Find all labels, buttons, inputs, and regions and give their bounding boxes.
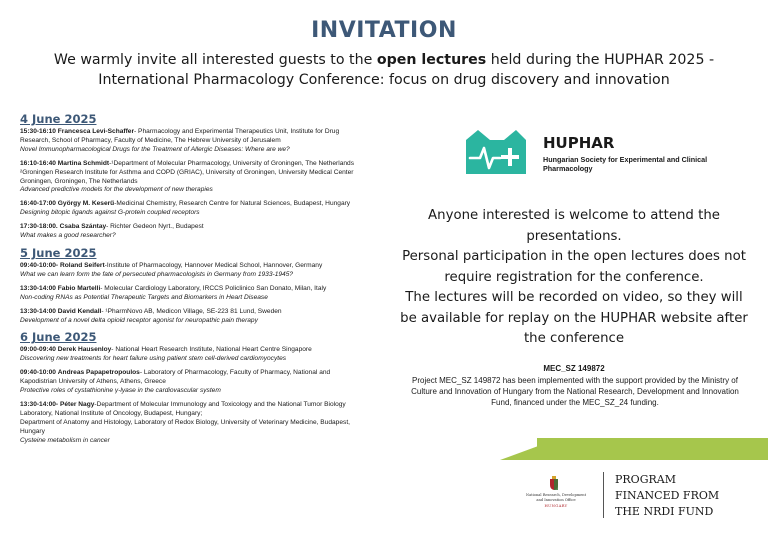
lecture-speaker: Fabio Martelli: [57, 284, 101, 292]
lecture-topic: Cysteine metabolism in cancer: [20, 436, 110, 444]
lecture-speaker: David Kendall: [57, 307, 102, 315]
lecture-affiliation: - ¹PharmNovo AB, Medicon Village, SE-223 81 Lund, Sweden: [101, 307, 282, 315]
hungarian-crest-icon: [549, 476, 559, 490]
nrdi-country: HUNGARY: [544, 503, 568, 508]
lecture-topic: What we can learn form the fate of persecuted pharmacologists in Germany from 1933-1945?: [20, 270, 294, 278]
lecture-affiliation: - National Heart Research Institute, National Heart Centre Singapore: [111, 346, 312, 354]
lecture-topic: Development of a novel delta opioid receptor agonist for neuropathic pain therapy: [20, 316, 258, 324]
lecture-item: [20, 346, 360, 364]
lecture-time: 16:40-17:00: [20, 200, 56, 208]
lecture-speaker: Derek Hausenloy: [57, 346, 112, 354]
day-heading: 5 June 2025: [20, 245, 97, 260]
intro-text: [20, 50, 748, 90]
lecture-affiliation: - Pharmacology and Experimental Therapeutics Unit, Institute for Drug Research, School of Pharmacy, Faculty of Medicine, The Hebrew University of Jerusalem: [20, 128, 340, 144]
nrdi-office-name: National Research, Development and Innovation Office: [525, 493, 587, 502]
project-code: MEC_SZ 149872: [543, 364, 605, 373]
intro-after: held during the HUPHAR 2025 - International Pharmacology Conference: focus on drug discovery and innovation: [98, 52, 715, 88]
program-line: THE NRDI FUND: [615, 505, 714, 518]
lecture-time: 15:30-16:10: [20, 128, 56, 135]
program-funding-label: [615, 472, 765, 520]
lecture-schedule: [20, 112, 360, 450]
schedule-day: [20, 112, 360, 241]
lecture-item: [20, 200, 360, 218]
lecture-affiliation: -Institute of Pharmacology, Hannover Medical School, Hannover, Germany: [104, 261, 323, 269]
cat-ecg-icon: [464, 128, 534, 180]
attendance-notice: Anyone interested is welcome to attend the presentations. Personal participation in the open lectures does not require registration for the conference. The lectures will be recorded on video, so they will be available for replay on the HUPHAR website after the conference: [400, 208, 748, 346]
lecture-affiliation: -Department of Molecular Immunology and Toxicology and the National Tumor Biology Laboratory, National Institute of Oncology, Budapest, Hungary; Department of Anatomy and Histology, Laboratory of Redox Biology, University of Veterinary Medicine, Budapest, Hungary: [20, 400, 350, 435]
lecture-time: 13:30-14:00: [20, 284, 56, 292]
intro-before: We warmly invite all interested guests to the: [53, 52, 377, 68]
lecture-topic: Discovering new treatments for heart failure using patient stem cell-derived cardiomyocytes: [20, 355, 287, 363]
lecture-item: [20, 262, 360, 280]
lecture-time: 13:30-14:00-: [20, 400, 59, 408]
program-line: FINANCED FROM: [615, 489, 720, 502]
lecture-item: [20, 401, 360, 446]
project-funding-text: Project MEC_SZ 149872 has been implemented with the support provided by the Ministry of Culture and Innovation of Hungary from the National Research, Development and Innovation Fund, financed under the MEC_SZ_24 funding.: [411, 376, 739, 407]
lecture-topic: Novel Immunopharmacological Drugs for the Treatment of Allergic Diseases: Where are we?: [20, 145, 290, 153]
lecture-item: [20, 308, 360, 326]
lecture-speaker: Martina Schmidt: [57, 159, 110, 167]
day-heading: 6 June 2025: [20, 330, 97, 345]
lecture-topic: Advanced predictive models for the development of new therapies: [20, 186, 213, 194]
lecture-item: [20, 285, 360, 303]
schedule-day: [20, 246, 360, 325]
lecture-topic: Protective roles of cystathionine γ-lyase in the cardiovascular system: [20, 387, 221, 395]
lecture-speaker: Andreas Papapetropoulos: [57, 369, 140, 377]
lecture-topic: Designing bitopic ligands against G-protein coupled receptors: [20, 209, 200, 217]
lecture-item: [20, 369, 360, 396]
lecture-topic: What makes a good researcher?: [20, 232, 116, 240]
nrdi-footer: [505, 460, 768, 537]
lecture-speaker: György M. Keserű: [57, 200, 115, 208]
lecture-item: [20, 160, 360, 196]
lecture-affiliation: - Richter Gedeon Nyrt., Budapest: [106, 223, 204, 231]
lecture-time: 09:40-10:00-: [20, 261, 59, 269]
lecture-speaker: Péter Nagy: [59, 400, 95, 408]
lecture-speaker: Roland Seifert: [59, 261, 105, 269]
day-heading: 4 June 2025: [20, 112, 97, 126]
green-stripe: [537, 438, 768, 460]
lecture-affiliation: - Laboratory of Pharmacology, Faculty of Pharmacy, National and Kapodistrian University of Athens, Athens, Greece: [20, 369, 331, 386]
lecture-speaker: Csaba Szántay: [59, 223, 107, 231]
lecture-item: [20, 128, 360, 155]
schedule-day: [20, 330, 360, 445]
lecture-time: 17:30-18:00.: [20, 223, 58, 231]
logo-name: HUPHAR: [543, 134, 615, 152]
lecture-time: 13:30-14:00: [20, 307, 56, 315]
footer-divider: [603, 472, 604, 518]
huphar-logo: [464, 128, 708, 180]
lecture-item: [20, 223, 360, 241]
lecture-time: 16:10-16:40: [20, 159, 56, 167]
lecture-affiliation: -¹Department of Molecular Pharmacology, University of Groningen, The Netherlands ²Groningen Research Institute for Asthma and COPD (GRIAC), University of Groningen, University Medical Center Groningen, Groningen, The Netherlands: [20, 159, 355, 185]
program-line: PROGRAM: [615, 473, 676, 486]
lecture-affiliation: - Molecular Cardiology Laboratory, IRCCS Policlinico San Donato, Milan, Italy: [100, 284, 327, 292]
lecture-affiliation: -Medicinal Chemistry, Research Centre for Natural Sciences, Budapest, Hungary: [114, 200, 351, 208]
lecture-topic: Non-coding RNAs as Potential Therapeutic Targets and Biomarkers in Heart Disease: [20, 293, 268, 301]
page-title: INVITATION: [311, 18, 457, 43]
lecture-speaker: Francesca Levi-Schaffer: [57, 128, 135, 135]
intro-highlight: open lectures: [376, 52, 487, 68]
lecture-time: 09:00-09:40: [20, 346, 56, 354]
logo-subtitle: Hungarian Society for Experimental and Clinical Pharmacology: [543, 155, 708, 173]
lecture-time: 09:40-10:00: [20, 369, 56, 377]
